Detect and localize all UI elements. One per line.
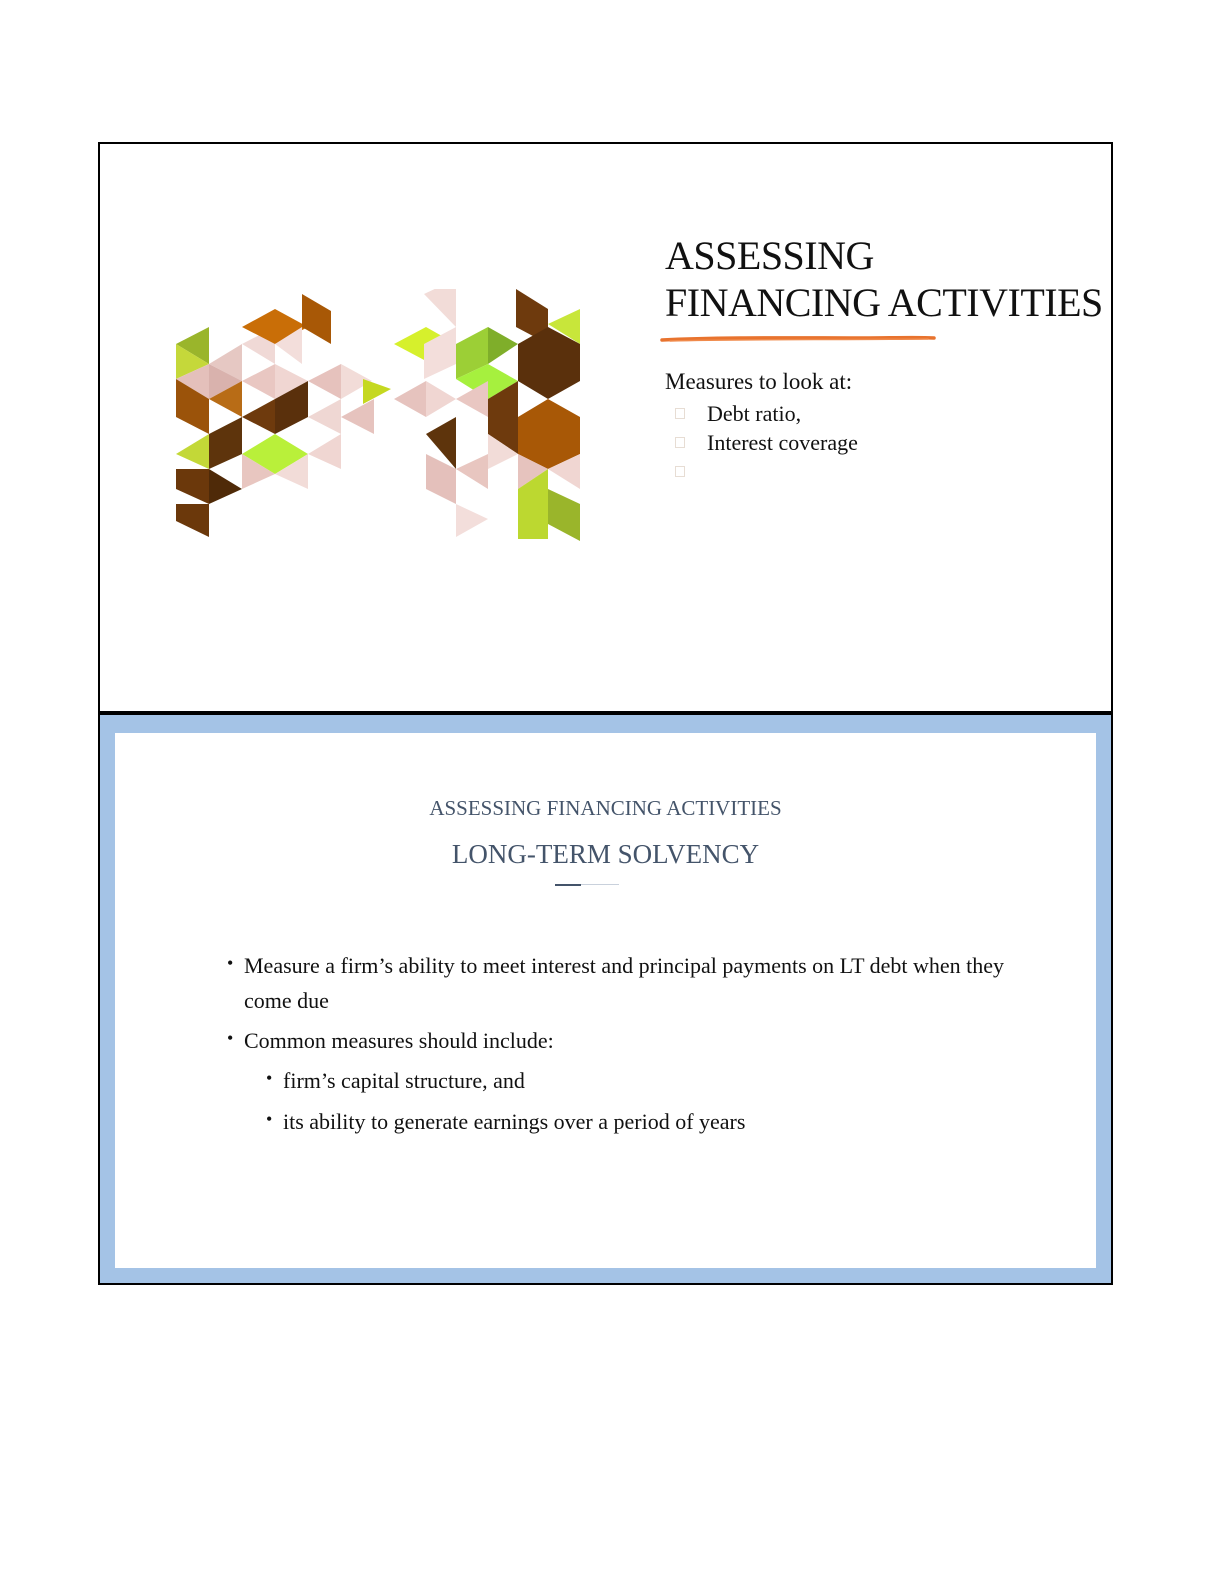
- sub-list-item: • firm’s capital structure, and: [266, 1063, 1027, 1098]
- geometric-mosaic-image: [176, 289, 582, 541]
- measures-list: [675, 399, 858, 486]
- slide-2: [98, 713, 1113, 1285]
- square-bullet-icon: [675, 437, 685, 448]
- measure-text: Debt ratio,: [707, 400, 802, 426]
- title-line-1: ASSESSING: [665, 233, 874, 278]
- bullet-list: [227, 948, 1027, 1145]
- list-item: [675, 399, 858, 428]
- measure-text: Interest coverage: [707, 429, 858, 455]
- list-item: • Measure a firm’s ability to meet interest and principal payments on LT debt when they come due: [227, 948, 1027, 1018]
- slide-2-content: [115, 733, 1096, 1268]
- square-bullet-icon: [675, 466, 685, 477]
- square-bullet-icon: [675, 408, 685, 419]
- list-item: [675, 457, 858, 486]
- slide-1-title: [665, 232, 1103, 326]
- slide-2-kicker: ASSESSING FINANCING ACTIVITIES: [429, 796, 782, 820]
- divider-light-segment: [581, 884, 619, 885]
- slide-2-title: LONG-TERM SOLVENCY: [451, 839, 760, 869]
- measures-label: Measures to look at:: [665, 369, 853, 394]
- divider-dark-segment: [555, 884, 581, 886]
- list-item: • Common measures should include:: [227, 1023, 1027, 1058]
- sub-list-item: • its ability to generate earnings over a period of years: [266, 1104, 1027, 1139]
- slide-1: [98, 142, 1113, 713]
- brush-underline: [660, 335, 936, 343]
- title-line-2: FINANCING ACTIVITIES: [665, 280, 1103, 325]
- list-item: [675, 428, 858, 457]
- title-divider: [555, 884, 619, 886]
